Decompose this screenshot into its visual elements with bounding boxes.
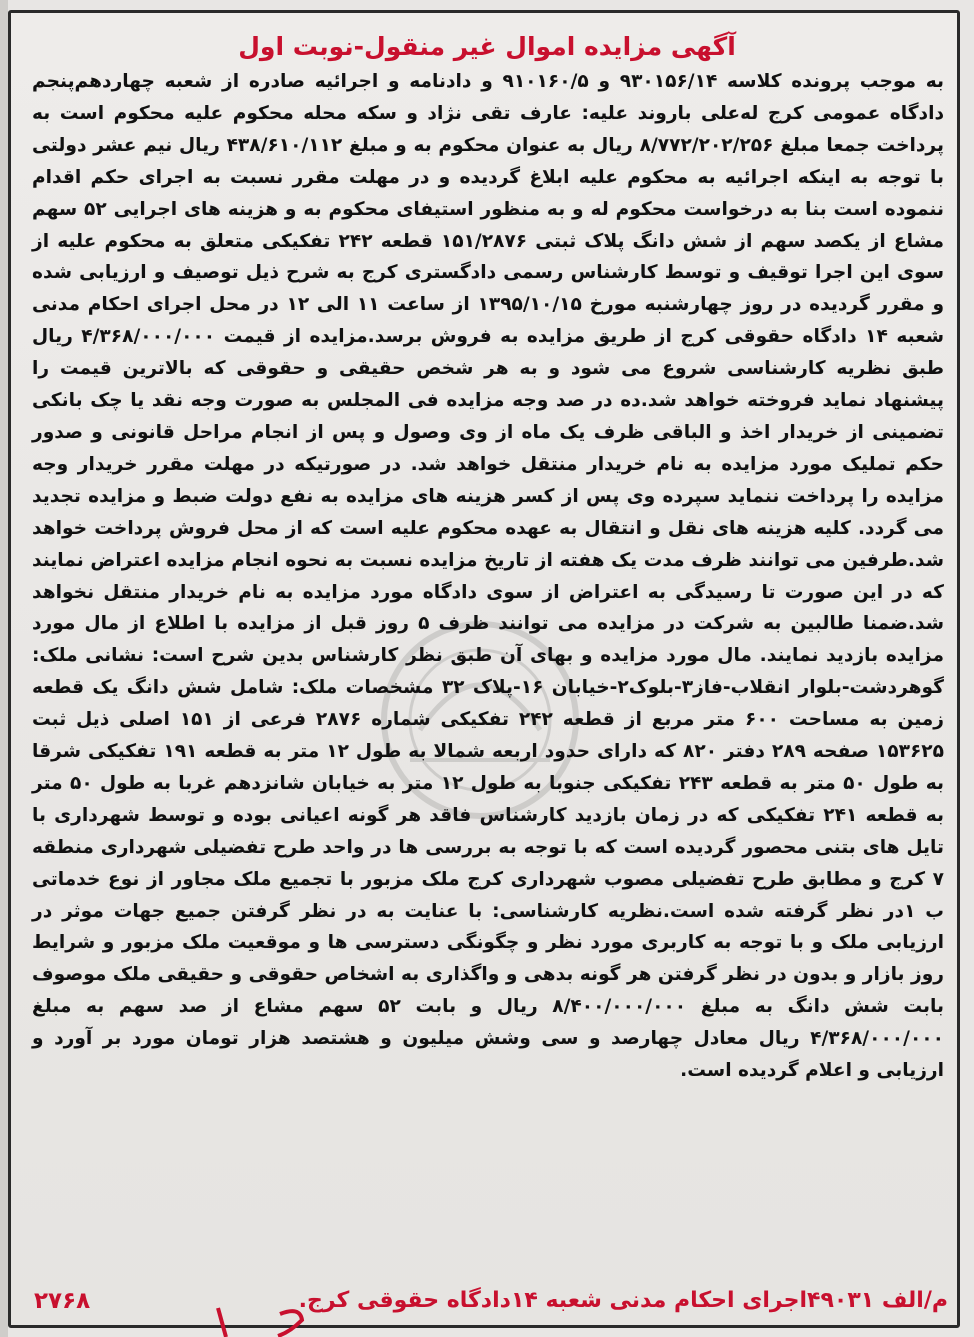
page-edge (0, 0, 8, 1337)
footer-signature: م/الف ۴۹۰۳۱اجرای احکام مدنی شعبه ۱۴دادگاه حقوقی کرج. (298, 1288, 948, 1313)
notice-body-paragraph: به موجب پرونده کلاسه ۹۳۰۱۵۶/۱۴ و ۹۱۰۱۶۰/۵ و دادنامه و اجرائیه صادره از شعبه چهاردهم‌پنجم دادگاه عمومی کرج له‌علی باروند علیه: عارف تقی نژاد و سکه محله محکوم علیه محکوم است به پرداخت جمعا مبلغ ۸/۷۷۲/۲۰۲/۲۵۶ ریال به عنوان محکوم به و مبلغ ۴۳۸/۶۱۰/۱۱۲ ریال نیم عشر دولتی با توجه به اینکه اجرائیه به محکوم علیه ابلاغ گردیده و در مهلت مقرر نسبت به اجرای حکم اقدام ننموده است بنا به درخواست محکوم له و به منظور استیفای محکوم به و هزینه های اجرایی ۵۲ سهم مشاع از یکصد سهم از شش دانگ پلاک ثبتی ۱۵۱/۲۸۷۶ قطعه ۲۴۲ تفکیکی متعلق به محکوم علیه از سوی این اجرا توقیف و توسط کارشناس رسمی دادگستری کرج به شرح ذیل توصیف و ارزیابی شده و مقرر گردیده در روز چهارشنبه مورخ ۱۳۹۵/۱۰/۱۵ از ساعت ۱۱ الی ۱۲ در محل اجرای احکام مدنی شعبه ۱۴ دادگاه حقوقی کرج از طریق مزایده به فروش برسد.مزایده از قیمت ۴/۳۶۸/۰۰۰/۰۰۰ ریال طبق نظریه کارشناسی شروع می شود و به هر شخص حقیقی و حقوقی که بالاترین قیمت را پیشنهاد نماید فروخته خواهد شد.ده در صد وجه مزایده فی المجلس به صورت وجه نقد یا چک بانکی تضمینی از خریدار اخذ و الباقی ظرف یک ماه از وی وصول و پس از انجام مراحل قانونی و صدور حکم تملیک مورد مزایده به نام خریدار منتقل خواهد شد. در صورتیکه در مهلت مقرر خریدار وجه مزایده را پرداخت ننماید سپرده وی پس از کسر هزینه های مزایده به نفع دولت ضبط و مزایده تجدید می گردد. کلیه هزینه های نقل و انتقال به عهده محکوم علیه است که از محل فروش پرداخت خواهد شد.طرفین می توانند ظرف مدت یک هفته از تاریخ مزایده نسبت به نحوه انجام مزایده اعتراض نمایند که در این صورت تا رسیدگی به اعتراض از سوی دادگاه مورد مزایده به نام خریدار منتقل نخواهد شد.ضمنا طالبین به شرکت در مزایده می توانند ظرف ۵ روز قبل از مزایده با اطلاع از مال مورد مزایده بازدید نمایند. مال مورد مزایده و بهای آن طبق نظر کارشناس بدین شرح است: نشانی ملک: گوهردشت-بلوار انقلاب-فاز۳-بلوک۲-خیابان ۱۶-پلاک ۳۲ مشخصات ملک: شامل شش دانگ یک قطعه زمین به مساحت ۶۰۰ متر مربع از قطعه ۲۴۲ تفکیکی شماره ۲۸۷۶ فرعی از ۱۵۱ اصلی ذیل ثبت ۱۵۳۶۲۵ صفحه ۲۸۹ دفتر ۸۲۰ که دارای حدود اربعه شمالا به طول ۱۲ متر به قطعه ۱۹۱ تفکیکی شرقا به طول ۵۰ متر به قطعه ۲۴۳ تفکیکی جنوبا به طول ۱۲ متر به خیابان شانزدهم غربا به طول ۵۰ متر به قطعه ۲۴۱ تفکیکی که در زمان بازدید کارشناس فاقد هر گونه اعیانی بوده و توسط شهرداری با تایل های بتنی محصور گردیده است که با توجه به بررسی ها در واحد طرح تفضیلی شهرداری منطقه ۷ کرج و مطابق طرح تفضیلی مصوب شهرداری کرج ملک مزبور با تجمیع ملک مجاور از نوع خدماتی ب ۱در نظر گرفته شده است.نظریه کارشناسی: با عنایت به در نظر گرفتن جمیع جهات موثر در ارزیابی ملک و با توجه به کاربری مورد نظر و چگونگی دسترسی ها و موقعیت ملک مزبور و شرایط روز بازار و بدون در نظر گرفتن هر گونه بدهی و واگذاری به اشخاص حقوقی و حقیقی ملک موصوف بابت شش دانگ به مبلغ ۸/۴۰۰/۰۰۰/۰۰۰ ریال و بابت ۵۲ سهم مشاع از صد سهم به مبلغ ۴/۳۶۸/۰۰۰/۰۰۰ ریال معادل چهارصد و سی وشش میلیون و هشتصد هزار تومان مورد بر آورد و ارزیابی و اعلام گردیده است. (32, 71, 945, 1082)
footer-code: ۲۷۶۸ (34, 1288, 91, 1314)
notice-title: آگهی مزایده اموال غیر منقول-نوبت اول (238, 32, 736, 61)
handwritten-mark (190, 1306, 340, 1337)
notice-footer (0, 1288, 974, 1328)
notice-body (32, 66, 944, 1087)
